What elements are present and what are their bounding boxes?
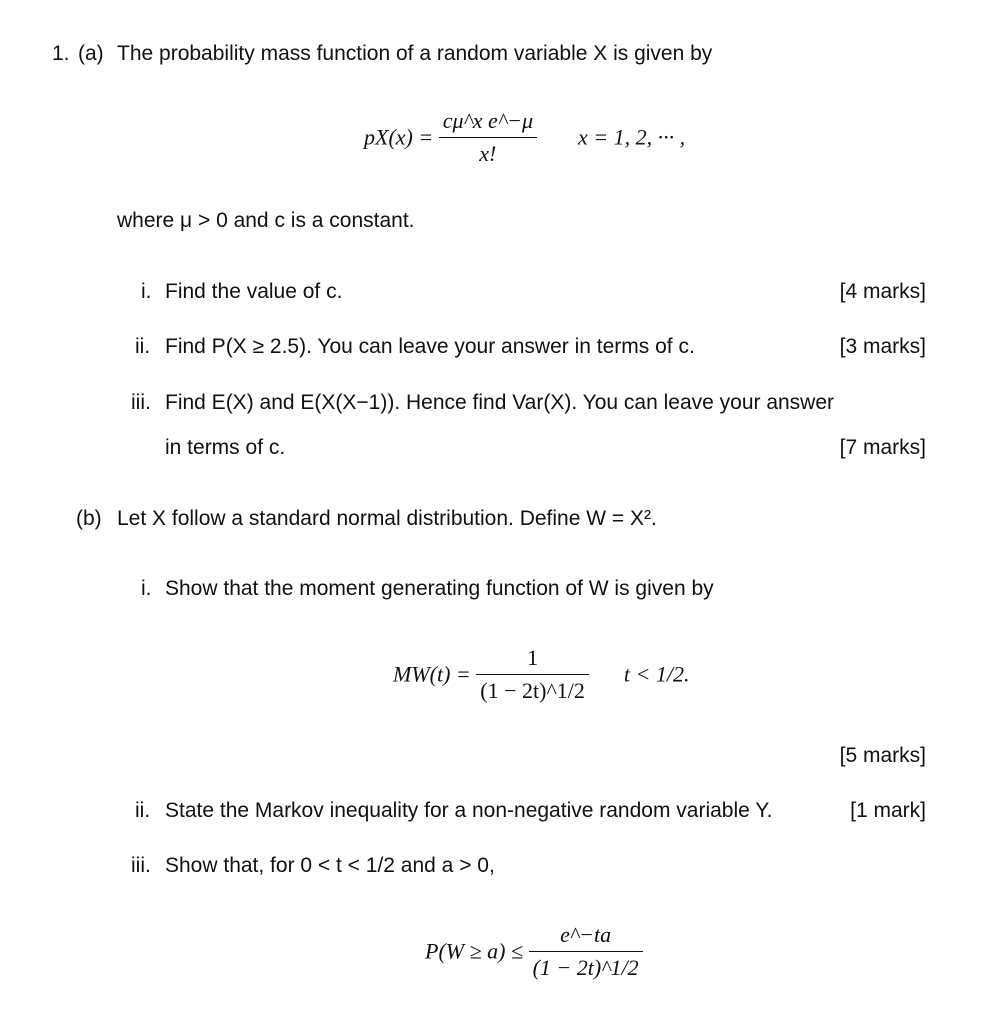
markov-denominator: (1 − 2t)^1/2 <box>529 951 643 981</box>
a-iii-marks: [7 marks] <box>839 436 926 459</box>
pmf-lhs: pX(x) = <box>364 124 434 150</box>
a-iii-label: iii. <box>131 391 151 414</box>
mgf-fraction <box>476 645 589 704</box>
b-i-label: i. <box>141 577 152 600</box>
a-i-text: Find the value of c. <box>165 280 343 303</box>
pmf-fraction <box>439 108 537 167</box>
b-ii-label: ii. <box>135 799 151 822</box>
part-a-where: where μ > 0 and c is a constant. <box>117 209 415 232</box>
pmf-denominator: x! <box>439 137 537 167</box>
pmf-equation <box>364 108 685 167</box>
a-iii-text: Find E(X) and E(X(X−1)). Hence find Var(X). You can leave your answer <box>165 391 835 414</box>
question-number: 1. <box>52 42 70 65</box>
mgf-denominator: (1 − 2t)^1/2 <box>476 674 589 704</box>
a-ii-text: Find P(X ≥ 2.5). You can leave your answer in terms of c. <box>165 335 695 358</box>
pmf-numerator: cμ^x e^−μ <box>442 108 533 133</box>
a-i-label: i. <box>141 280 152 303</box>
b-iii-text: Show that, for 0 < t < 1/2 and a > 0, <box>165 854 495 877</box>
part-a-label: (a) <box>78 42 104 65</box>
b-iii-label: iii. <box>131 854 151 877</box>
a-i-marks: [4 marks] <box>839 280 926 303</box>
b-i-marks: [5 marks] <box>839 744 926 767</box>
b-ii-text: State the Markov inequality for a non-negative random variable Y. <box>165 799 773 822</box>
markov-numerator: e^−ta <box>560 922 612 947</box>
b-i-text: Show that the moment generating function of W is given by <box>165 577 714 600</box>
markov-equation <box>425 922 643 981</box>
b-ii-marks: [1 mark] <box>850 799 926 822</box>
pmf-condition: x = 1, 2, ··· , <box>578 124 686 150</box>
a-ii-marks: [3 marks] <box>839 335 926 358</box>
mgf-condition: t < 1/2. <box>623 661 690 687</box>
markov-fraction <box>529 922 643 981</box>
a-iii-text-cont: in terms of c. <box>165 436 286 459</box>
mgf-lhs: MW(t) = <box>393 661 471 687</box>
mgf-numerator: 1 <box>527 645 539 670</box>
part-b-intro: Let X follow a standard normal distribution. Define W = X². <box>117 507 657 530</box>
part-b-label: (b) <box>76 507 102 530</box>
mgf-equation <box>393 645 689 704</box>
a-ii-label: ii. <box>135 335 151 358</box>
markov-lhs: P(W ≥ a) ≤ <box>425 938 524 964</box>
part-a-intro: The probability mass function of a random variable X is given by <box>117 42 713 65</box>
